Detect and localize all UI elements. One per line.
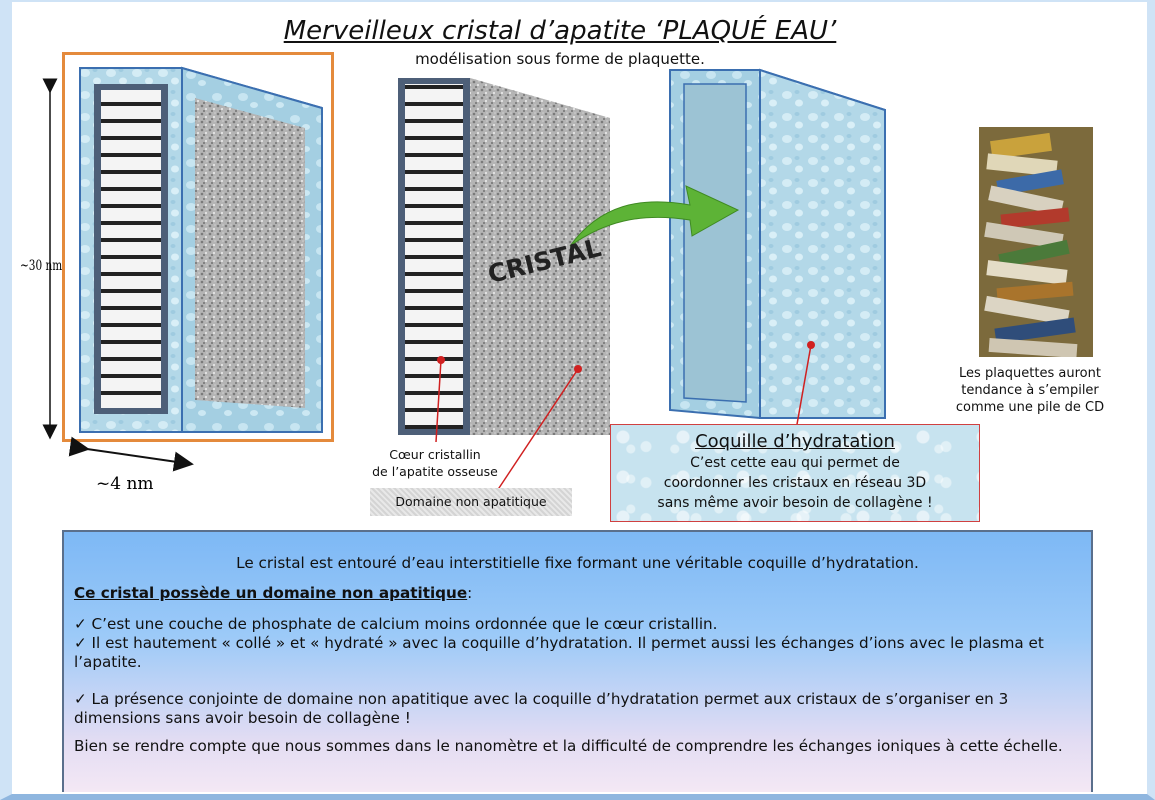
info-bullet-2: ✓ Il est hautement « collé » et « hydraté » avec la coquille d’hydratation. Il permet aussi les échanges d’ions avec le plasma et l’apatite.: [74, 634, 1044, 671]
cd-stack-photo: [979, 127, 1093, 357]
hydration-title: Coquille d’hydratation: [695, 431, 895, 452]
core-label: Cœur cristallin de l’apatite osseuse: [372, 447, 498, 479]
slide-subtitle: modélisation sous forme de plaquette.: [415, 50, 705, 68]
info-bullet-1: ✓ C’est une couche de phosphate de calcium moins ordonnée que le cœur cristallin.: [74, 615, 718, 633]
hydration-shell: [670, 70, 885, 418]
domain-label: Domaine non apatitique: [370, 488, 572, 516]
width-label: ~4 nm: [96, 474, 154, 494]
info-bullet-3: ✓ La présence conjointe de domaine non apatitique avec la coquille d’hydratation permet aux cristaux de s’organiser en 3 dimensions sans avoir besoin de collagène !: [74, 690, 1009, 727]
width-dimension-arrow: [80, 448, 184, 463]
hydration-callout: [610, 424, 980, 522]
crystal-label: CRISTAL: [484, 232, 604, 289]
coated-crystal: [80, 68, 322, 432]
info-panel: [62, 530, 1093, 792]
info-intro: Le cristal est entouré d’eau interstitielle fixe formant une véritable coquille d’hydratation.: [236, 554, 919, 572]
cd-stack-image: [979, 127, 1093, 357]
info-heading: Ce cristal possède un domaine non apatitique:: [74, 584, 473, 602]
cd-caption: Les plaquettes auront tendance à s’empiler comme une pile de CD: [955, 366, 1105, 415]
height-label: ~30 nm: [20, 258, 63, 274]
hydration-text: C’est cette eau qui permet de coordonner les cristaux en réseau 3D sans même avoir besoin de collagène !: [657, 455, 933, 511]
slide-title: Merveilleux cristal d’apatite ‘PLAQUÉ EAU’: [283, 16, 837, 46]
info-conclusion: Bien se rendre compte que nous sommes dans le nanomètre et la difficulté de comprendre les échanges ioniques à cette échelle.: [74, 737, 1063, 755]
